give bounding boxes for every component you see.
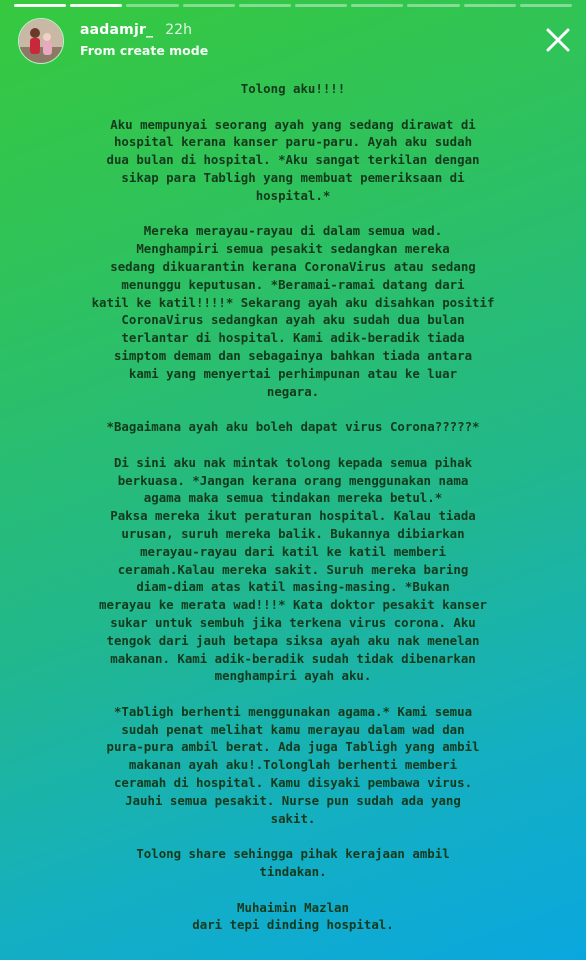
close-button[interactable] xyxy=(544,26,572,54)
progress-segment xyxy=(70,4,122,7)
user-info xyxy=(80,22,208,58)
avatar[interactable] xyxy=(18,18,64,64)
progress-segment xyxy=(14,4,66,7)
progress-segment xyxy=(464,4,516,7)
progress-segment xyxy=(126,4,178,7)
story-paragraph-3: *Bagaimana ayah aku boleh dapat virus Corona?????* xyxy=(106,419,480,435)
close-icon xyxy=(544,26,572,54)
progress-segment xyxy=(295,4,347,7)
story-progress-bar xyxy=(14,4,572,7)
story-paragraph-6: Tolong share sehingga pihak kerajaan ambil tindakan. xyxy=(136,846,450,880)
story-mode-label: From create mode xyxy=(80,43,209,58)
story-header xyxy=(18,18,572,68)
story-paragraph-4: Di sini aku nak mintak tolong kepada semua pihak berkuasa. *Jangan kerana orang menggunakan nama agama maka semua tindakan mereka betul.* Paksa mereka ikut peraturan hospital. Kalau tiada urusan, suruh mereka balik. Bukannya dibiarkan merayau-rayau dari katil ke katil memberi ceramah.Kalau mereka sakit. Suruh mereka baring diam-diam atas katil masing-masing. *Bukan merayau ke merata wad!!!* Kata doktor pesakit kanser sukar untuk sembuh jika terkena virus corona. Aku tengok dari jauh betapa siksa ayah aku nak menelan makanan. Kami adik-beradik sudah tidak dibenarkan menghampiri ayah aku. xyxy=(99,454,487,684)
story-paragraph-2: Mereka merayau-rayau di dalam semua wad. Menghampiri semua pesakit sedangkan mereka sedang dikuarantin kerana CoronaVirus atau sedang menunggu keputusan. *Beramai-ramai datang dari katil ke katil!!!!* Sekarang ayah aku disahkan positif CoronaVirus sedangkan ayah aku sudah dua bulan terlantar di hospital. Kami adik-beradik tiada simptom demam dan sebagainya bahkan tiada antara kami yang menyertai perhimpunan atau ke luar negara. xyxy=(91,223,495,399)
progress-segment xyxy=(239,4,291,7)
progress-segment xyxy=(351,4,403,7)
story-text xyxy=(60,80,526,934)
username[interactable]: aadamjr_ xyxy=(80,22,154,38)
story-signature: Muhaimin Mazlan dari tepi dinding hospital. xyxy=(192,899,394,933)
story-title: Tolong aku!!!! xyxy=(240,81,346,96)
progress-segment xyxy=(407,4,459,7)
post-time: 22h xyxy=(165,22,192,38)
avatar-image xyxy=(19,19,63,63)
progress-segment xyxy=(183,4,235,7)
story-paragraph-1: Aku mempunyai seorang ayah yang sedang dirawat di hospital kerana kanser paru-paru. Ayah aku sudah dua bulan di hospital. *Aku sangat terkilan dengan sikap para Tabligh yang membuat pemeriksaan di hospital.* xyxy=(106,116,480,203)
story-paragraph-5: *Tabligh berhenti menggunakan agama.* Kami semua sudah penat melihat kamu merayau dalam wad dan pura-pura ambil berat. Ada juga Tabligh yang ambil makanan ayah aku!.Tolonglah berhenti memberi ceramah di hospital. Kamu disyaki pembawa virus. Jauhi semua pesakit. Nurse pun sudah ada yang sakit. xyxy=(106,703,480,826)
progress-segment xyxy=(520,4,572,7)
